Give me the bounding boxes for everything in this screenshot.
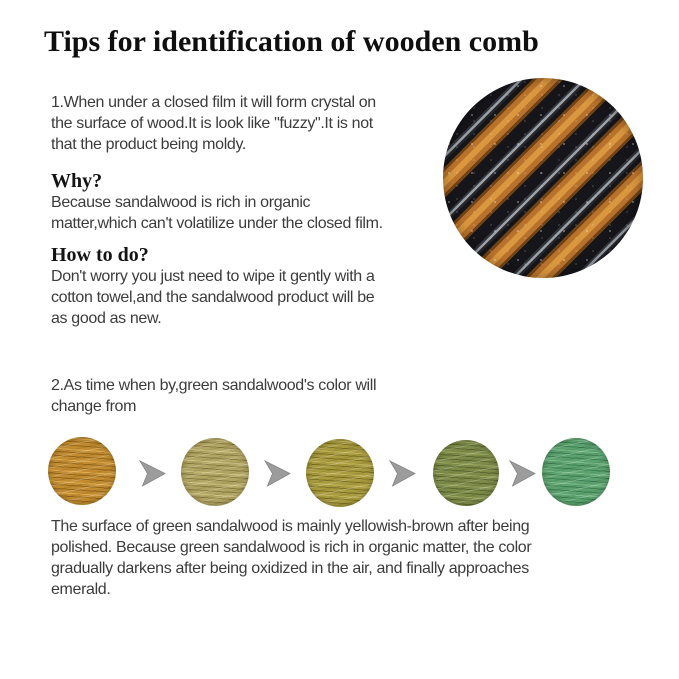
text-line: as good as new.	[51, 310, 162, 327]
text-line: matter,which can't volatilize under the closed film.	[51, 215, 383, 232]
arrow-right-icon	[509, 460, 536, 487]
text-line: 2.As time when by,green sandalwood's color will	[51, 377, 377, 394]
color-stage-circle-4	[433, 440, 499, 506]
text-line: 1.When under a closed film it will form crystal on	[51, 94, 376, 111]
color-stage-circle-2	[181, 438, 249, 506]
color-stage-circle-1	[48, 437, 116, 505]
text-line: Because sandalwood is rich in organic	[51, 194, 311, 211]
text-line: gradually darkens after being oxidized in the air, and finally approaches	[51, 560, 529, 577]
arrow-right-icon	[264, 460, 291, 487]
text-line: the surface of wood.It is look like "fuzzy".It is not	[51, 115, 373, 132]
color-stage-circle-5	[542, 438, 610, 506]
text-line: cotton towel,and the sandalwood product will be	[51, 289, 375, 306]
text-line: polished. Because green sandalwood is rich in organic matter, the color	[51, 539, 532, 556]
tip1-how-body	[51, 266, 375, 329]
page-title: Tips for identification of wooden comb	[44, 25, 539, 58]
text-line: The surface of green sandalwood is mainly yellowish-brown after being	[51, 518, 530, 535]
arrow-right-icon	[389, 460, 416, 487]
text-line: that the product being moldy.	[51, 136, 247, 153]
tip1-intro	[51, 92, 376, 155]
text-line: Don't worry you just need to wipe it gently with a	[51, 268, 375, 285]
text-line: emerald.	[51, 581, 111, 598]
text-line: change from	[51, 398, 137, 415]
how-to-do-heading: How to do?	[51, 244, 149, 266]
tip2-conclusion	[51, 516, 531, 600]
comb-teeth-photo	[443, 78, 643, 278]
tip2-intro	[51, 375, 376, 417]
color-stage-circle-3	[306, 439, 374, 507]
tip1-why-body	[51, 192, 383, 234]
why-heading: Why?	[51, 170, 103, 192]
arrow-right-icon	[139, 460, 166, 487]
